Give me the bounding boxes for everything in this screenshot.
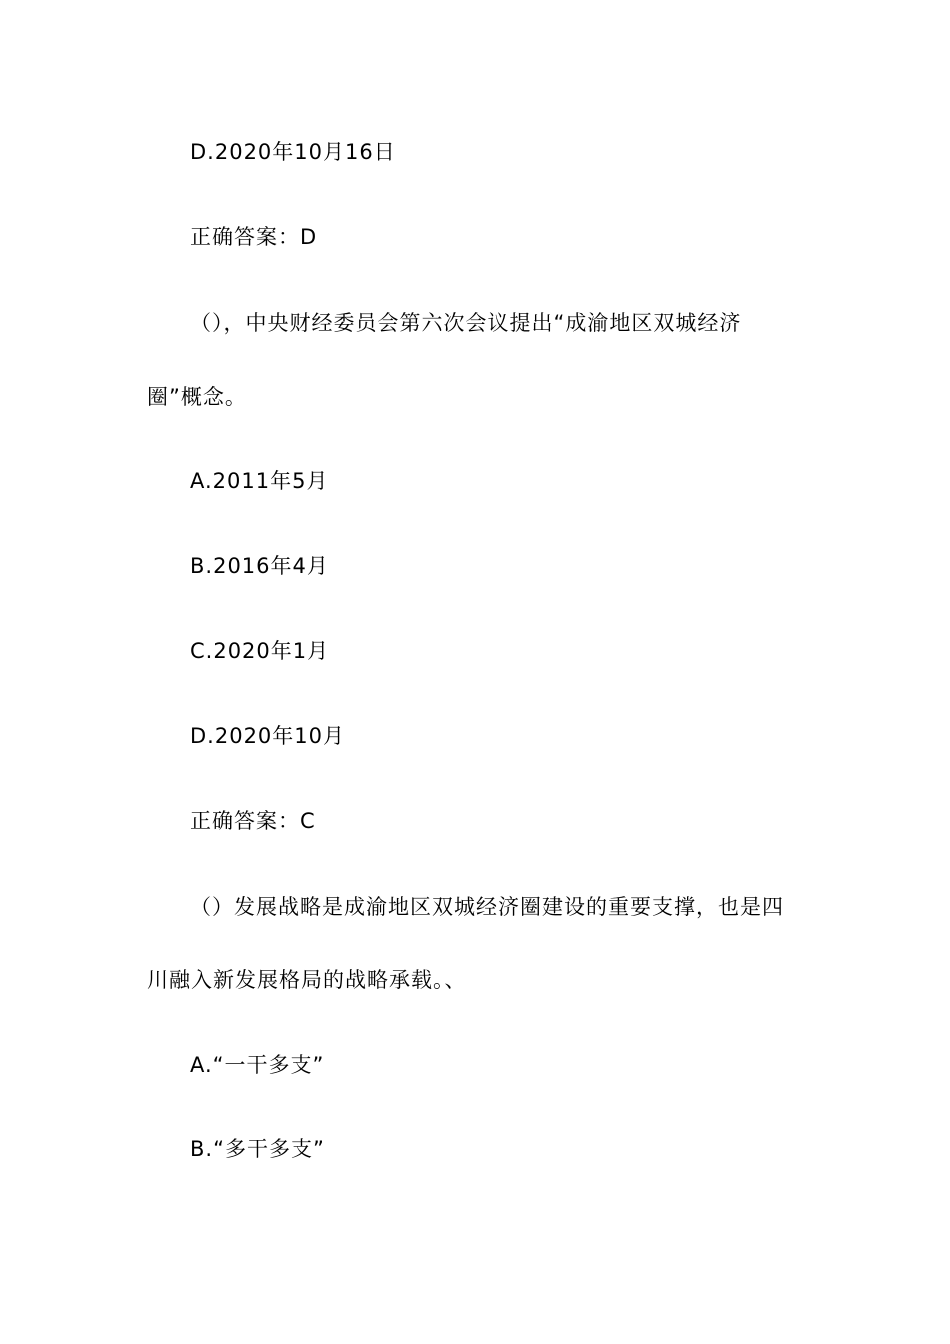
answer-text: 正确答案：C — [190, 809, 316, 833]
question-text-continued: 川融入新发展格局的战略承载。、 — [147, 968, 467, 992]
option-c-text: C.2020年1月 — [190, 639, 330, 663]
option-d-text: D.2020年10月16日 — [190, 140, 396, 164]
option-b-text: B.2016年4月 — [190, 554, 329, 578]
question-text: （）发展战略是成渝地区双城经济圈建设的重要支撑，也是四 — [190, 895, 784, 919]
option-a-text: A.“一干多支” — [190, 1053, 325, 1077]
option-a-text: A.2011年5月 — [190, 469, 329, 493]
question-text-continued: 圈”概念。 — [147, 385, 247, 409]
question-text: （），中央财经委员会第六次会议提出“成渝地区双城经济 — [190, 311, 742, 335]
option-d-text: D.2020年10月 — [190, 724, 346, 748]
option-b-text: B.“多干多支” — [190, 1137, 325, 1161]
answer-text: 正确答案：D — [190, 225, 318, 249]
